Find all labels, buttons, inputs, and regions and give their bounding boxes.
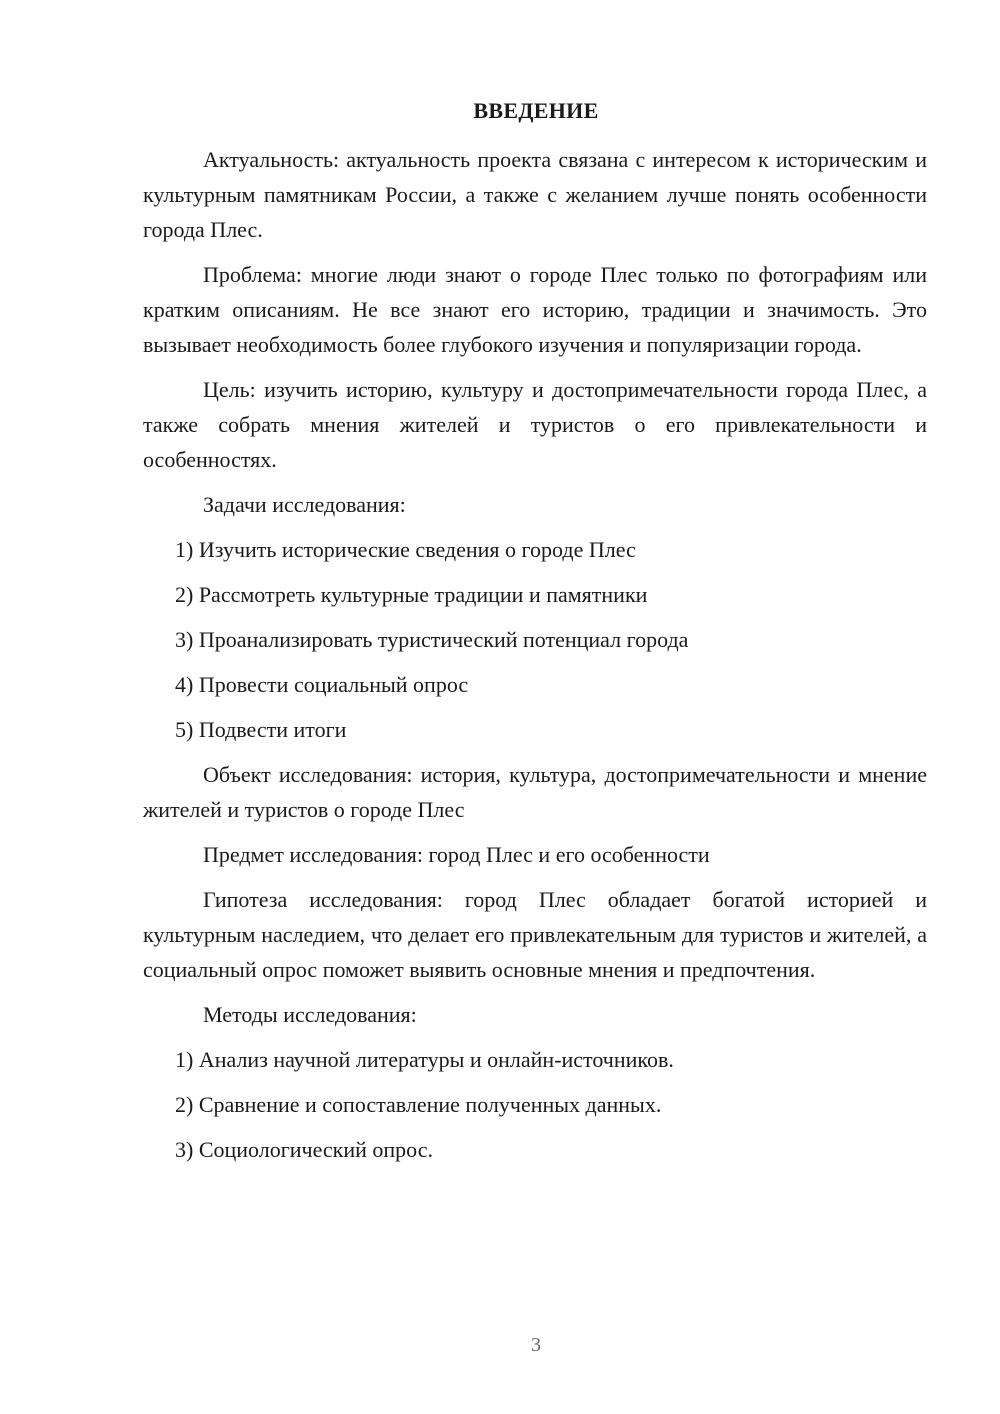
goal-paragraph: Цель: изучить историю, культуру и достопримечательности города Плес, а также собрать мнения жителей и туристов о его привлекательности и особенностях. <box>143 377 927 472</box>
problem-paragraph: Проблема: многие люди знают о городе Плес только по фотографиям или кратким описаниям. Не все знают его историю, традиции и значимость. Это вызывает необходимость более глубокого изучения и популяризации города. <box>143 262 927 357</box>
tasks-heading: Задачи исследования: <box>203 492 406 517</box>
hypothesis-paragraph: Гипотеза исследования: город Плес обладает богатой историей и культурным наследием, что делает его привлекательным для туристов и жителей, а социальный опрос поможет выявить основные мнения и предпочтения. <box>143 887 927 982</box>
task-item: 4) Провести социальный опрос <box>175 672 469 697</box>
page-content <box>143 142 927 1177</box>
task-item: 2) Рассмотреть культурные традиции и памятники <box>175 582 648 607</box>
method-item: 2) Сравнение и сопоставление полученных данных. <box>175 1092 662 1117</box>
relevance-paragraph: Актуальность: актуальность проекта связана с интересом к историческим и культурным памятникам России, а также с желанием лучше понять особенности города Плес. <box>143 147 927 242</box>
section-title: ВВЕДЕНИЕ <box>473 98 599 123</box>
method-item: 1) Анализ научной литературы и онлайн-источников. <box>175 1047 674 1072</box>
method-item: 3) Социологический опрос. <box>175 1137 433 1162</box>
task-item: 1) Изучить исторические сведения о городе Плес <box>175 537 636 562</box>
object-paragraph: Объект исследования: история, культура, достопримечательности и мнение жителей и туристов о городе Плес <box>143 762 927 822</box>
task-item: 3) Проанализировать туристический потенциал города <box>175 627 689 652</box>
page-number: 3 <box>531 1334 541 1356</box>
methods-heading: Методы исследования: <box>203 1002 417 1027</box>
subject-paragraph: Предмет исследования: город Плес и его особенности <box>203 842 710 867</box>
task-item: 5) Подвести итоги <box>175 717 347 742</box>
